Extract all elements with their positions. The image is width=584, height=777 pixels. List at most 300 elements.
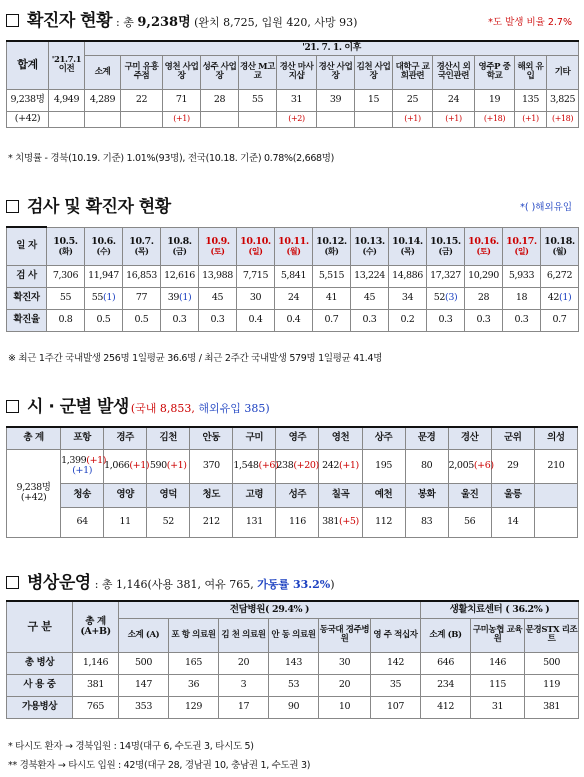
column-header: 영주P 중학교: [475, 55, 515, 89]
weekday-label: (일): [248, 245, 263, 256]
region-increase: (+6): [473, 460, 494, 472]
overseas-count: (1): [559, 292, 572, 304]
region-count: 29: [507, 460, 519, 472]
weekday-label: (목): [134, 245, 149, 256]
bed-cell: 1,146: [73, 652, 119, 674]
confirmed-summary: [116, 11, 357, 30]
header-hospitals: 전담병원( 29.4% ): [119, 601, 421, 618]
count-cell: 39: [317, 89, 355, 111]
column-header: 소계: [85, 55, 121, 89]
tests-cell: 7,715: [237, 265, 275, 287]
region-count-cell: [233, 507, 276, 537]
rate-cell: 0.7: [541, 309, 579, 331]
count-cell: 24: [433, 89, 475, 111]
date-label: 10.10.: [240, 235, 271, 247]
region-count: 2,005: [448, 460, 474, 472]
date-label: 10.13.: [354, 235, 385, 247]
tests-cell: 10,290: [465, 265, 503, 287]
weekday-label: (목): [400, 245, 415, 256]
region-increase: (+5): [339, 516, 359, 528]
column-header: 영천 사업장: [163, 55, 201, 89]
header-before: '21.7.1 이전: [49, 41, 85, 89]
bed-cell: 146: [471, 652, 525, 674]
bed-cell: 500: [525, 652, 579, 674]
date-label: 10.18.: [544, 235, 575, 247]
empty-cell: [534, 507, 577, 537]
region-name: 군위: [491, 427, 534, 449]
fatality-note: * 치명률 - 경북(10.19. 기준) 1.01%(93명), 전국(10.18. 기준) 0.78%(2,668명): [8, 153, 335, 164]
region-count-cell: [491, 449, 534, 483]
rate-cell: 0.4: [275, 309, 313, 331]
count-cell: 15: [355, 89, 393, 111]
column-header: 경산 M고교: [239, 55, 277, 89]
region-count: 80: [420, 460, 433, 472]
count-cell: 3,825: [547, 89, 579, 111]
region-count: 370: [202, 460, 220, 472]
count-cell: 71: [163, 89, 201, 111]
bed-cell: 53: [269, 674, 319, 696]
section-heading: 검사 및 확진자 현황: [27, 197, 171, 217]
count-cell: 19: [475, 89, 515, 111]
region-name: 울릉: [491, 483, 534, 507]
bed-cell: 107: [371, 696, 421, 718]
bed-cell: 381: [73, 674, 119, 696]
header-sum: 총 계 (A+B): [73, 601, 119, 652]
section-confirmed-title: [6, 6, 357, 31]
header-total: 합계: [7, 41, 49, 89]
region-name: 영덕: [147, 483, 190, 507]
region-count-cell: [319, 507, 362, 537]
confirmed-cell: [541, 287, 579, 309]
region-count: 52: [162, 516, 174, 528]
confirmed-count: 45: [211, 292, 224, 304]
tests-cell: 13,224: [351, 265, 389, 287]
region-name: 영양: [104, 483, 147, 507]
weekday-label: (화): [58, 245, 73, 256]
rate-cell: 0.3: [427, 309, 465, 331]
region-count-cell: [319, 449, 362, 483]
section-heading: 병상운영: [27, 573, 91, 593]
date-label: 10.8.: [167, 235, 192, 247]
region-count-cell: [276, 507, 319, 537]
region-count: 210: [547, 460, 565, 472]
weekday-label: (수): [96, 245, 111, 256]
weekday-label: (금): [438, 245, 453, 256]
overseas-count: 해외유입 385): [198, 402, 270, 415]
date-header: [161, 227, 199, 265]
region-increase: (+6): [258, 460, 279, 472]
bed-cell: 646: [421, 652, 471, 674]
bed-cell: 165: [169, 652, 219, 674]
region-count: 238: [276, 460, 294, 472]
section-tests-title: [6, 192, 171, 217]
total-plus: (+42): [7, 111, 49, 127]
confirmed-cell: [465, 287, 503, 309]
tests-cell: 7,306: [47, 265, 85, 287]
tests-cell: 14,886: [389, 265, 427, 287]
region-count: 14: [507, 516, 519, 528]
region-count: 212: [202, 516, 220, 528]
column-header: 경산 사업장: [317, 55, 355, 89]
bed-cell: 17: [219, 696, 269, 718]
region-overseas: (+1): [72, 465, 93, 476]
rate-cell: 0.3: [351, 309, 389, 331]
increase-cell: [201, 111, 239, 127]
region-count: 56: [464, 516, 476, 528]
confirmed-cell: [85, 287, 123, 309]
tests-cell: 12,616: [161, 265, 199, 287]
table-row: [7, 652, 579, 674]
count-cell: 25: [393, 89, 433, 111]
bed-cell: 35: [371, 674, 421, 696]
confirmed-count: 77: [135, 292, 148, 304]
region-name: 구미: [233, 427, 276, 449]
region-count: 1,399: [61, 455, 87, 467]
region-count: 116: [288, 516, 306, 528]
region-increase: (+1): [129, 460, 150, 472]
date-header: [275, 227, 313, 265]
overseas-count: (1): [103, 292, 116, 304]
region-count-cell: [448, 449, 494, 483]
outgoing-patients-note: ** 경북환자 → 타시도 입원 : 42명(대구 28, 경남권 10, 충남권 1, 수도권 3): [8, 760, 311, 771]
table-row: [7, 674, 579, 696]
increase-cell: [121, 111, 163, 127]
empty-cell: [534, 483, 577, 507]
date-label: 10.17.: [506, 235, 537, 247]
region-count: 112: [375, 516, 393, 528]
region-name: 칠곡: [319, 483, 362, 507]
region-name: 영천: [319, 427, 362, 449]
region-count-cell: [61, 449, 107, 483]
bed-column-header: 동국대 경주병원: [319, 618, 371, 652]
date-label: 10.11.: [278, 235, 309, 247]
bed-cell: 142: [371, 652, 421, 674]
region-count-cell: [190, 507, 233, 537]
region-count: 1,066: [104, 460, 130, 472]
region-total: 9,238명: [16, 482, 51, 494]
weekly-note: ※ 최근 1주간 국내발생 256명 1일평균 36.6명 / 최근 2주간 국내발생 579명 1일평균 41.4명: [8, 353, 383, 364]
header-centers: 생활치료센터 ( 36.2% ): [421, 601, 579, 618]
region-total-cell: [7, 449, 61, 537]
tests-cell: 5,515: [313, 265, 351, 287]
region-name: 성주: [276, 483, 319, 507]
confirmed-cell: [161, 287, 199, 309]
increase-cell: (+18): [547, 111, 579, 127]
row-label: 총 병상: [7, 652, 73, 674]
tests-cell: 11,947: [85, 265, 123, 287]
confirmed-count: 24: [287, 292, 300, 304]
region-name: 예천: [362, 483, 405, 507]
region-count-cell: [61, 507, 104, 537]
region-name: 안동: [190, 427, 233, 449]
confirmed-cell: [199, 287, 237, 309]
bed-cell: 234: [421, 674, 471, 696]
summary-detail: (완치 8,725, 입원 420, 사망 93): [194, 16, 358, 29]
header-tests: 검 사: [7, 265, 47, 287]
bed-cell: 10: [319, 696, 371, 718]
header-category: 구 분: [7, 601, 73, 652]
domestic-ratio-note: *도 발생 비율 2.7%: [488, 17, 572, 28]
checkbox-square-icon: [6, 576, 19, 589]
region-count-cell: [233, 449, 279, 483]
bed-column-header: 김 천 의료원: [219, 618, 269, 652]
region-name: 영주: [276, 427, 319, 449]
count-cell: 31: [277, 89, 317, 111]
section-heading: 시 · 군별 발생: [27, 397, 129, 417]
bed-cell: 3: [219, 674, 269, 696]
increase-cell: [239, 111, 277, 127]
tests-cell: 17,327: [427, 265, 465, 287]
increase-cell: (+2): [277, 111, 317, 127]
overseas-count: (3): [445, 292, 458, 304]
tests-table: [6, 226, 579, 332]
increase-cell: (+1): [163, 111, 201, 127]
weekday-label: (월): [286, 245, 301, 256]
region-name: 청도: [190, 483, 233, 507]
increase-cell: (+1): [515, 111, 547, 127]
beds-summary: : 총 1,146(사용 381, 여유 765,: [94, 578, 254, 591]
row-label: 사 용 중: [7, 674, 73, 696]
confirmed-cell: [313, 287, 351, 309]
region-count-cell: [405, 449, 448, 483]
region-count-cell: [362, 449, 405, 483]
region-count-cell: [104, 507, 147, 537]
bed-column-header: 소계 (A): [119, 618, 169, 652]
region-count: 83: [420, 516, 433, 528]
date-header: [313, 227, 351, 265]
confirmed-count: 52: [433, 292, 446, 304]
region-count: 11: [119, 516, 131, 528]
confirmed-cell: [427, 287, 465, 309]
region-increase: (+20): [293, 460, 319, 472]
checkbox-square-icon: [6, 14, 19, 27]
total-value: 9,238명: [7, 89, 49, 111]
bed-column-header: 구미농협 교육원: [471, 618, 525, 652]
weekday-label: (토): [210, 245, 225, 256]
date-header: [427, 227, 465, 265]
region-name: 고령: [233, 483, 276, 507]
date-label: 10.12.: [316, 235, 347, 247]
region-name: 포항: [61, 427, 104, 449]
date-header: [541, 227, 579, 265]
tests-cell: 5,933: [503, 265, 541, 287]
date-header: [237, 227, 275, 265]
bed-cell: 353: [119, 696, 169, 718]
confirmed-count: 41: [325, 292, 338, 304]
date-header: [503, 227, 541, 265]
rate-cell: 0.4: [237, 309, 275, 331]
bed-column-header: 소계 (B): [421, 618, 471, 652]
date-label: 10.6.: [91, 235, 116, 247]
date-label: 10.9.: [205, 235, 230, 247]
increase-cell: (+1): [393, 111, 433, 127]
checkbox-square-icon: [6, 200, 19, 213]
confirmed-count: 39: [167, 292, 180, 304]
header-confirmed: 확진자: [7, 287, 47, 309]
rate-cell: 0.2: [389, 309, 427, 331]
beds-table: [6, 600, 579, 719]
section-heading: 확진자 현황: [27, 11, 113, 31]
header-rate: 확진율: [7, 309, 47, 331]
count-cell: 135: [515, 89, 547, 111]
column-header: 대학구 교회관련: [393, 55, 433, 89]
rate-cell: 0.7: [313, 309, 351, 331]
confirmed-count: 55: [91, 292, 104, 304]
bed-cell: 147: [119, 674, 169, 696]
bed-cell: 765: [73, 696, 119, 718]
incoming-patients-note: * 타시도 환자 → 경북입원 : 14명(대구 6, 수도권 3, 타시도 5): [8, 741, 254, 752]
beds-summary-close: ): [330, 578, 335, 591]
weekday-label: (월): [552, 245, 567, 256]
confirmed-cell: [389, 287, 427, 309]
date-header: [47, 227, 85, 265]
bed-column-header: 안 동 의료원: [269, 618, 319, 652]
section-regions-title: [6, 392, 270, 417]
region-count-cell: [147, 507, 190, 537]
rate-cell: 0.5: [85, 309, 123, 331]
header-after: '21. 7. 1. 이후: [85, 41, 579, 55]
bed-column-header: 영 주 적십자: [371, 618, 421, 652]
bed-cell: 36: [169, 674, 219, 696]
tests-cell: 6,272: [541, 265, 579, 287]
region-name: 상주: [362, 427, 405, 449]
region-name: 경주: [104, 427, 147, 449]
domestic-count: (국내 8,853,: [130, 402, 195, 415]
bed-cell: 30: [319, 652, 371, 674]
region-increase: (+1): [86, 455, 107, 467]
count-cell: 22: [121, 89, 163, 111]
rate-cell: 0.3: [161, 309, 199, 331]
confirmed-cell: [351, 287, 389, 309]
bed-cell: 129: [169, 696, 219, 718]
date-label: 10.5.: [53, 235, 78, 247]
bed-cell: 412: [421, 696, 471, 718]
region-count-cell: [104, 449, 150, 483]
before-plus: [49, 111, 85, 127]
confirmed-count: 45: [363, 292, 376, 304]
region-count-cell: [448, 507, 491, 537]
weekday-label: (화): [324, 245, 339, 256]
increase-cell: [85, 111, 121, 127]
confirmed-cell: [123, 287, 161, 309]
region-increase: (+1): [166, 460, 187, 472]
occupancy-rate: 가동률 33.2%: [257, 578, 331, 591]
region-count-cell: [147, 449, 190, 483]
confirmed-count: 34: [401, 292, 414, 304]
region-count-cell: [276, 449, 319, 483]
region-name: 문경: [405, 427, 448, 449]
column-header: 구미 유흥주점: [121, 55, 163, 89]
region-count-cell: [190, 449, 233, 483]
summary-label: : 총: [116, 16, 134, 29]
region-count: 242: [322, 460, 340, 472]
date-header: [465, 227, 503, 265]
rate-cell: 0.8: [47, 309, 85, 331]
date-header: [351, 227, 389, 265]
date-header: [389, 227, 427, 265]
region-name: 청송: [61, 483, 104, 507]
increase-cell: [317, 111, 355, 127]
date-label: 10.7.: [129, 235, 154, 247]
date-header: [85, 227, 123, 265]
confirmed-count: 30: [249, 292, 262, 304]
checkbox-square-icon: [6, 400, 19, 413]
date-header: [199, 227, 237, 265]
confirmed-count: 28: [477, 292, 490, 304]
column-header: 경산시 외국인관련: [433, 55, 475, 89]
region-count: 1,548: [233, 460, 259, 472]
count-cell: 28: [201, 89, 239, 111]
bed-cell: 31: [471, 696, 525, 718]
confirmed-cell: [275, 287, 313, 309]
rate-cell: 0.5: [123, 309, 161, 331]
bed-cell: 115: [471, 674, 525, 696]
confirmed-count: 18: [515, 292, 528, 304]
tests-cell: 16,853: [123, 265, 161, 287]
region-count-cell: [491, 507, 534, 537]
summary-total: 9,238명: [137, 15, 191, 30]
column-header: 해외 유입: [515, 55, 547, 89]
count-cell: 55: [239, 89, 277, 111]
date-header: [123, 227, 161, 265]
bed-cell: 90: [269, 696, 319, 718]
region-count: 195: [375, 460, 393, 472]
region-name: 김천: [147, 427, 190, 449]
table-row: [7, 696, 579, 718]
tests-cell: 13,988: [199, 265, 237, 287]
bed-column-header: 문경STX 리조트: [525, 618, 579, 652]
region-count: 590: [149, 460, 167, 472]
overseas-count: (1): [179, 292, 192, 304]
weekday-label: (수): [362, 245, 377, 256]
weekday-label: (토): [476, 245, 491, 256]
region-name: 경산: [448, 427, 491, 449]
increase-cell: (+1): [433, 111, 475, 127]
overseas-legend: *( )해외유입: [520, 202, 572, 213]
confirmed-table: [6, 40, 579, 128]
region-count-cell: [405, 507, 448, 537]
column-header: 김천 사업장: [355, 55, 393, 89]
date-label: 10.15.: [430, 235, 461, 247]
column-header: 경산 마사지샵: [277, 55, 317, 89]
increase-cell: (+18): [475, 111, 515, 127]
confirmed-count: 55: [59, 292, 72, 304]
region-count: 131: [245, 516, 263, 528]
bed-column-header: 포 항 의료원: [169, 618, 219, 652]
region-name: 울진: [448, 483, 491, 507]
confirmed-count: 42: [547, 292, 560, 304]
confirmed-cell: [237, 287, 275, 309]
before-value: 4,949: [49, 89, 85, 111]
bed-cell: 20: [219, 652, 269, 674]
bed-cell: 381: [525, 696, 579, 718]
header-total: 총 계: [7, 427, 61, 449]
region-count-cell: [534, 449, 577, 483]
section-beds-title: [6, 568, 335, 593]
region-name: 의성: [534, 427, 577, 449]
region-count: 381: [322, 516, 340, 528]
region-total-plus: (+42): [20, 492, 47, 503]
region-name: 봉화: [405, 483, 448, 507]
bed-cell: 20: [319, 674, 371, 696]
date-label: 10.16.: [468, 235, 499, 247]
column-header: 성주 사업장: [201, 55, 239, 89]
count-cell: 4,289: [85, 89, 121, 111]
region-increase: (+1): [339, 460, 359, 472]
rate-cell: 0.3: [199, 309, 237, 331]
row-label: 가용병상: [7, 696, 73, 718]
tests-cell: 5,841: [275, 265, 313, 287]
